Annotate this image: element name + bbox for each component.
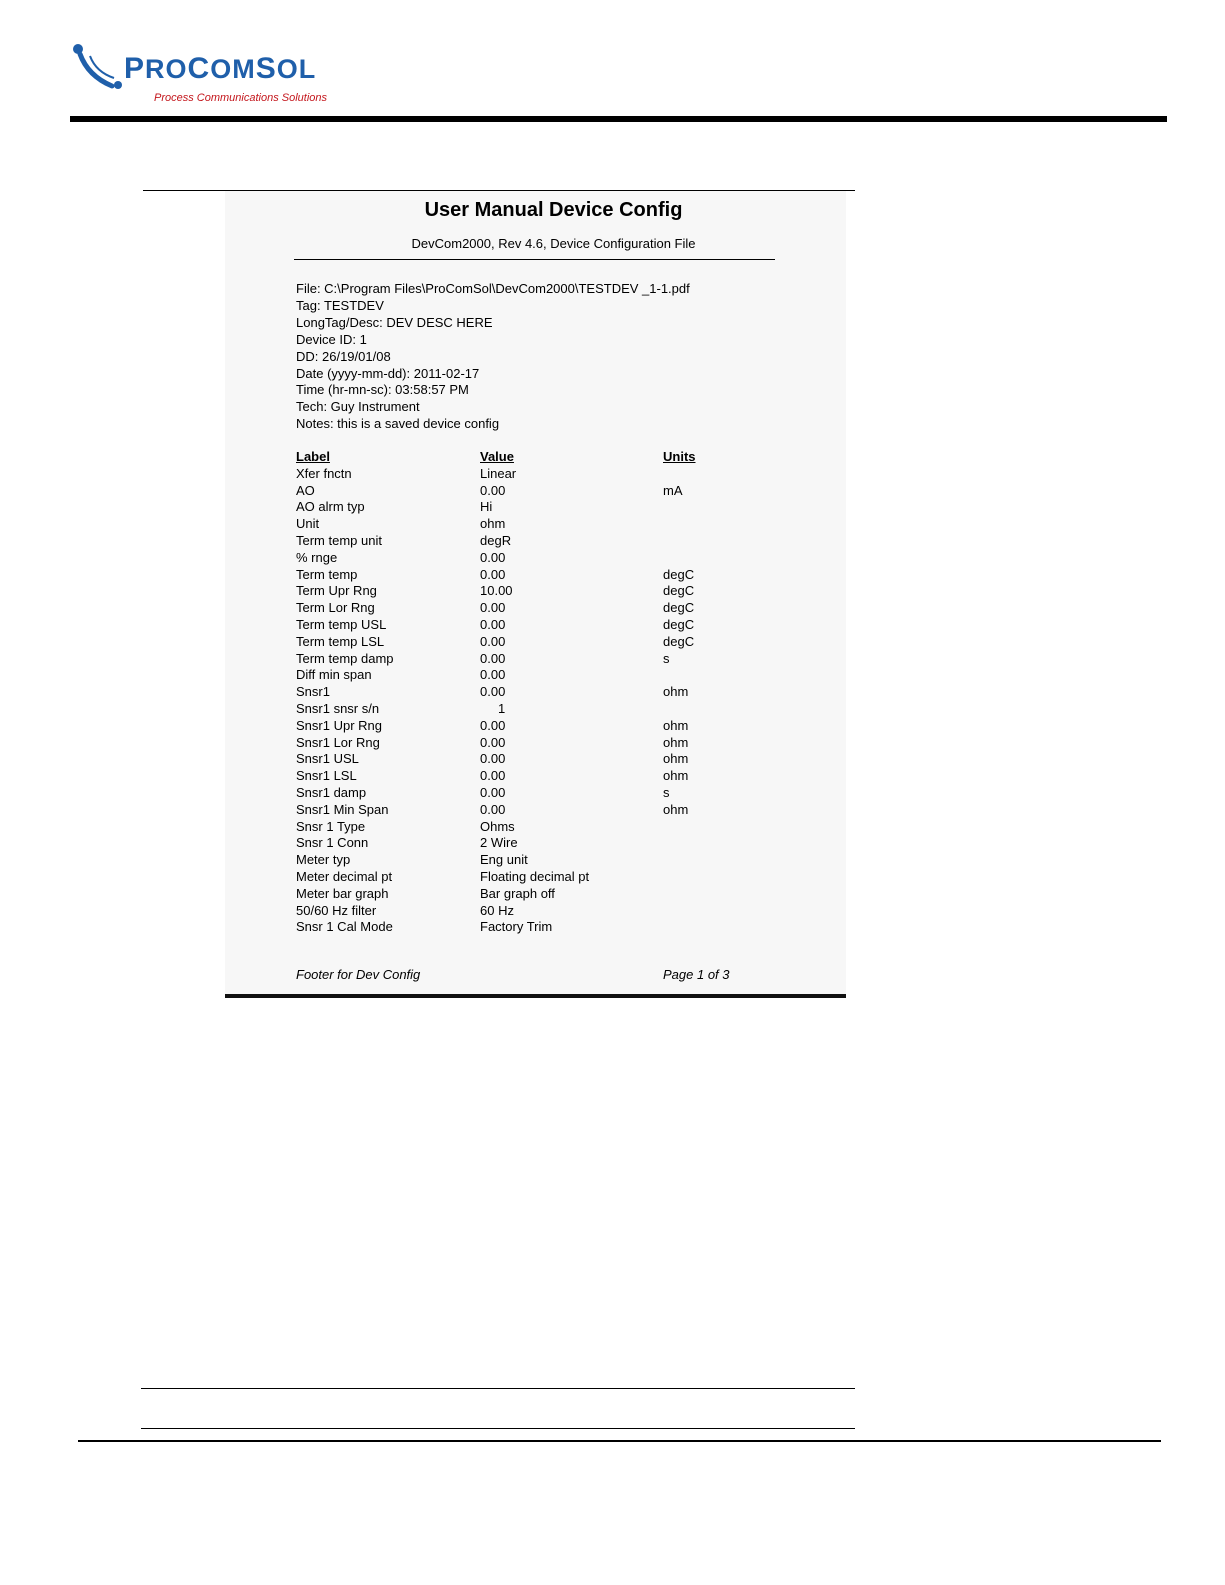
- cell-value: 0.00: [480, 768, 506, 784]
- cell-value: Hi: [480, 499, 493, 515]
- cell-value: 0.00: [480, 549, 506, 565]
- cell-units: degC: [663, 633, 695, 649]
- cell-label: Snsr1 Upr Rng: [296, 717, 382, 733]
- cell-value: Bar graph off: [480, 885, 555, 901]
- cell-label: Term Lor Rng: [296, 600, 375, 616]
- meta-longtag: LongTag/Desc: DEV DESC HERE: [296, 314, 493, 330]
- document-footer: Footer for Dev Config: [296, 967, 421, 982]
- document-bottom-rule: [225, 994, 846, 998]
- cell-value: Eng unit: [480, 852, 528, 868]
- cell-value: 2 Wire: [480, 835, 518, 851]
- cell-label: AO alrm typ: [296, 499, 365, 515]
- cell-value: Linear: [480, 465, 517, 481]
- cell-label: Snsr1 Lor Rng: [296, 734, 380, 750]
- cell-units: ohm: [663, 751, 689, 767]
- cell-units: degC: [663, 583, 695, 599]
- cell-value: 0.00: [480, 784, 506, 800]
- page-number: Page 1 of 3: [663, 967, 730, 982]
- cell-label: Term temp unit: [296, 532, 382, 548]
- cell-value: 0.00: [480, 482, 506, 498]
- meta-date: Date (yyyy-mm-dd): 2011-02-17: [296, 365, 480, 381]
- cell-units: ohm: [663, 684, 689, 700]
- cell-label: Snsr1 LSL: [296, 768, 357, 784]
- cell-label: Term temp LSL: [296, 633, 385, 649]
- cell-value: 0.00: [480, 734, 506, 750]
- cell-label: Term temp: [296, 566, 358, 582]
- cell-label: Snsr 1 Type: [296, 818, 366, 834]
- meta-device-id: Device ID: 1: [296, 331, 367, 347]
- footer-divider: [78, 1440, 1161, 1442]
- cell-label: Term Upr Rng: [296, 583, 377, 599]
- cell-value: 0.00: [480, 600, 506, 616]
- document-subtitle: DevCom2000, Rev 4.6, Device Configuration File: [411, 236, 696, 251]
- cell-label: Snsr1: [296, 684, 330, 700]
- cell-value: 0.00: [480, 717, 506, 733]
- cell-units: s: [663, 650, 670, 666]
- cell-label: Meter bar graph: [296, 885, 389, 901]
- meta-dd: DD: 26/19/01/08: [296, 348, 391, 364]
- cell-value: Ohms: [480, 818, 515, 834]
- brand-wordmark: PROCOMSOL: [124, 52, 317, 85]
- cell-units: degC: [663, 566, 695, 582]
- cell-value: 0.00: [480, 684, 506, 700]
- cell-label: Diff min span: [296, 667, 372, 683]
- cell-label: AO: [296, 482, 315, 498]
- cell-units: mA: [663, 482, 683, 498]
- cell-value: 60 Hz: [480, 902, 514, 918]
- header-divider: [70, 116, 1167, 122]
- cell-units: ohm: [663, 717, 689, 733]
- cell-units: ohm: [663, 734, 689, 750]
- cell-value: 0.00: [480, 566, 506, 582]
- figure-rule: [141, 1388, 855, 1389]
- header-value: Value: [480, 449, 514, 464]
- document-title: User Manual Device Config: [424, 199, 683, 221]
- header-label: Label: [296, 449, 330, 464]
- cell-label: Snsr 1 Cal Mode: [296, 919, 393, 935]
- cell-label: Snsr1 Min Span: [296, 801, 389, 817]
- cell-label: 50/60 Hz filter: [296, 902, 377, 918]
- cell-value: 0.00: [480, 751, 506, 767]
- figure-rule: [141, 1428, 855, 1429]
- meta-time: Time (hr-mn-sc): 03:58:57 PM: [296, 382, 469, 398]
- procomsol-logo-icon: [70, 42, 128, 92]
- meta-tech: Tech: Guy Instrument: [296, 399, 420, 415]
- cell-value: degR: [480, 532, 512, 548]
- cell-label: % rnge: [296, 549, 338, 565]
- cell-label: Snsr1 USL: [296, 751, 359, 767]
- cell-value: 1: [480, 700, 506, 716]
- cell-label: Xfer fnctn: [296, 465, 352, 481]
- document-metadata: [296, 281, 690, 433]
- cell-units: ohm: [663, 801, 689, 817]
- cell-label: Meter decimal pt: [296, 868, 393, 884]
- cell-units: degC: [663, 600, 695, 616]
- cell-value: 10.00: [480, 583, 513, 599]
- header-units: Units: [663, 449, 696, 464]
- cell-units: degC: [663, 616, 695, 632]
- meta-notes: Notes: this is a saved device config: [296, 416, 500, 432]
- brand-tagline: Process Communications Solutions: [154, 92, 328, 104]
- subtitle-divider: [294, 259, 775, 260]
- cell-value: 0.00: [480, 650, 506, 666]
- meta-file: File: C:\Program Files\ProComSol\DevCom2000\TESTDEV _1-1.pdf: [296, 281, 690, 296]
- cell-value: 0.00: [480, 633, 506, 649]
- meta-tag: Tag: TESTDEV: [296, 297, 384, 313]
- cell-label: Unit: [296, 516, 320, 532]
- cell-units: ohm: [663, 768, 689, 784]
- cell-value: ohm: [480, 516, 506, 532]
- cell-value: 0.00: [480, 667, 506, 683]
- cell-label: Meter typ: [296, 852, 351, 868]
- cell-units: s: [663, 784, 670, 800]
- cell-label: Snsr1 snsr s/n: [296, 700, 380, 716]
- cell-label: Snsr 1 Conn: [296, 835, 369, 851]
- cell-label: Term temp USL: [296, 616, 387, 632]
- cell-label: Snsr1 damp: [296, 784, 367, 800]
- cell-value: 0.00: [480, 616, 506, 632]
- cell-value: 0.00: [480, 801, 506, 817]
- cell-value: Factory Trim: [480, 919, 553, 935]
- cell-value: Floating decimal pt: [480, 868, 590, 884]
- cell-label: Term temp damp: [296, 650, 394, 666]
